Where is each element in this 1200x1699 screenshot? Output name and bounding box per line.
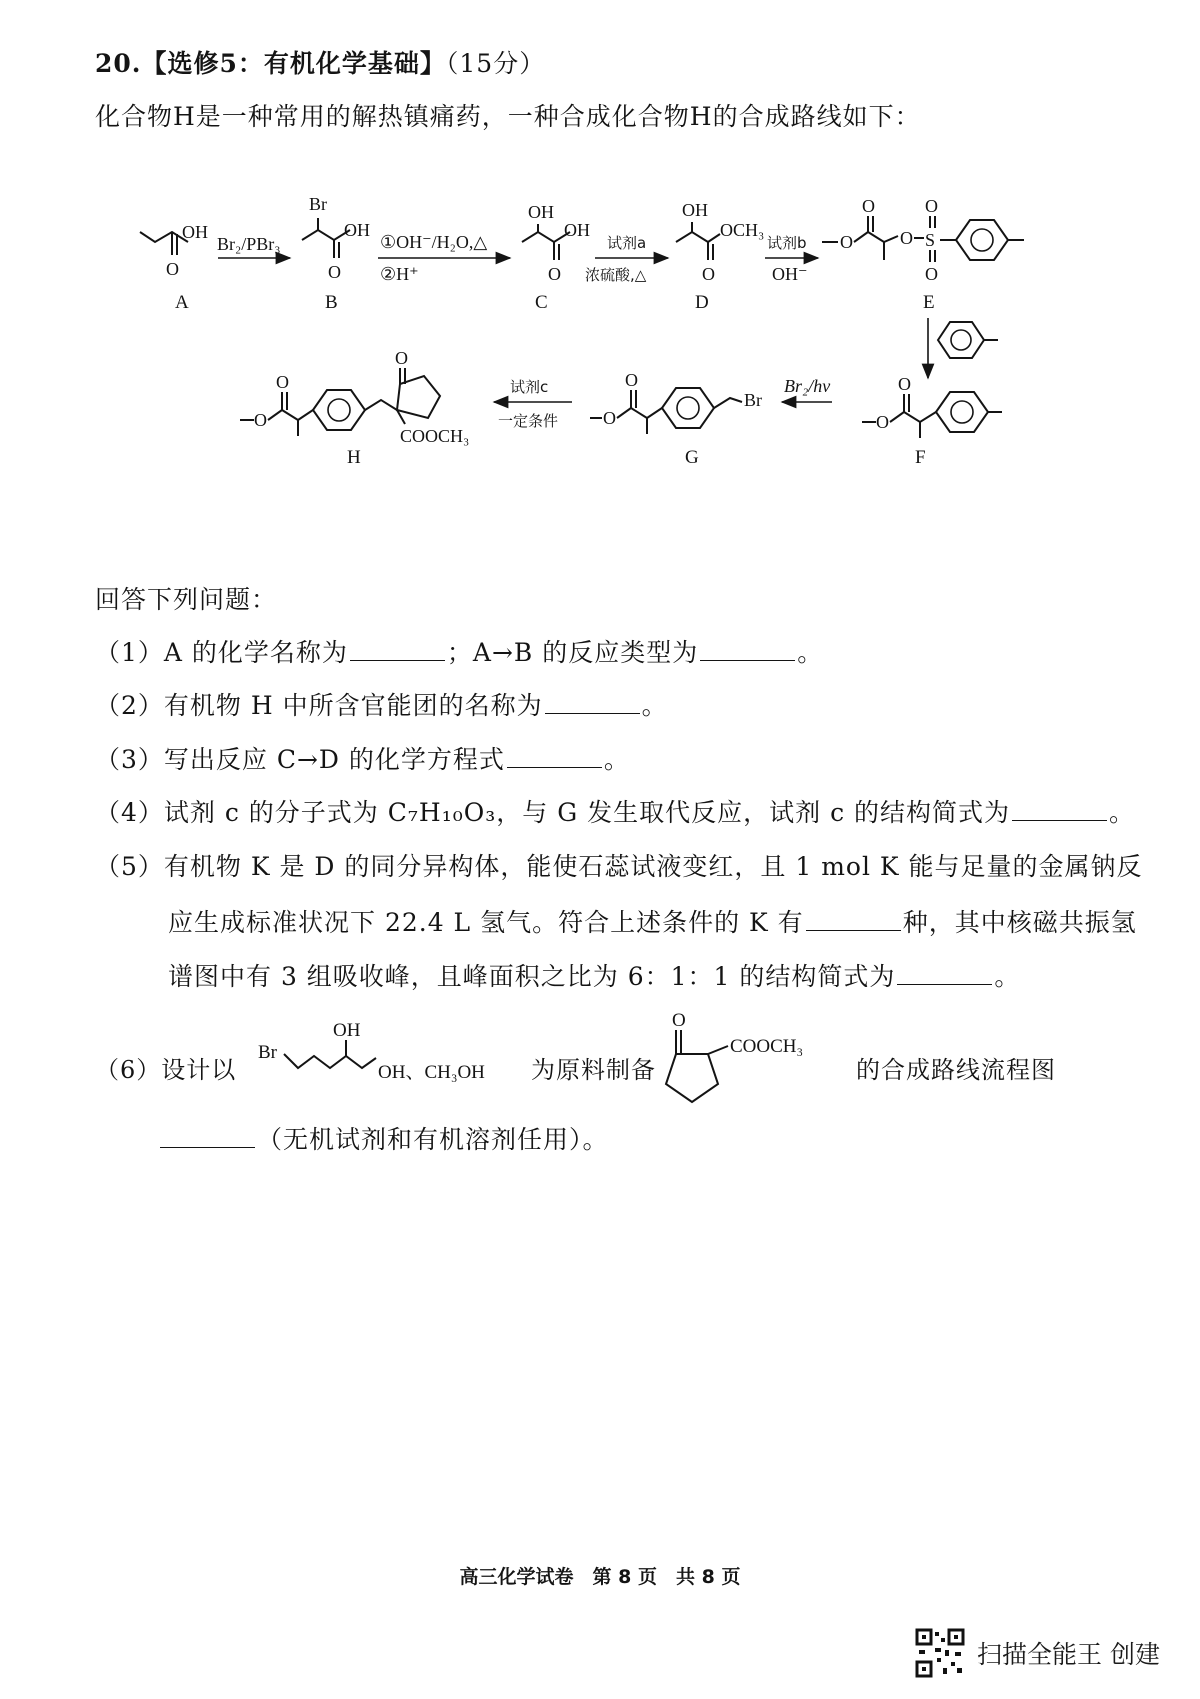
atom-Br: Br xyxy=(309,194,327,214)
page-footer: 高三化学试卷 第 8 页 共 8 页 xyxy=(459,1566,741,1588)
atom-O: O xyxy=(876,412,889,432)
atom-O: O xyxy=(702,264,715,284)
atom-OH: OH xyxy=(333,1020,361,1041)
compound-B xyxy=(302,194,370,313)
label-B: B xyxy=(325,292,338,313)
target-product xyxy=(666,1010,803,1102)
reagent-H-plus: ②H⁺ xyxy=(380,264,419,284)
atom-O: O xyxy=(862,196,875,216)
compound-F xyxy=(862,374,1002,468)
atom-O: O xyxy=(166,259,179,279)
atom-O: O xyxy=(603,408,616,428)
scanner-watermark xyxy=(915,1628,1160,1678)
watermark-text: 扫描全能王 创建 xyxy=(977,1640,1160,1669)
compound-G xyxy=(590,370,762,468)
question-heading xyxy=(95,44,545,80)
answer-blank[interactable] xyxy=(806,910,901,931)
reagent-Br2-hv: Br₂/hv xyxy=(784,376,831,396)
atom-O: O xyxy=(840,232,853,252)
question-intro: 化合物H是一种常用的解热镇痛药，一种合成化合物H的合成路线如下： xyxy=(95,102,921,131)
question-2: （2）有机物 H 中所含官能团的名称为 。 xyxy=(95,691,668,720)
atom-O: O xyxy=(328,262,341,282)
question-5-line-2: 应生成标准状况下 22.4 L 氢气。符合上述条件的 K 有 种，其中核磁共振氢 xyxy=(168,908,1137,937)
atom-O: O xyxy=(254,410,267,430)
compound-H xyxy=(240,348,469,468)
label-E: E xyxy=(923,292,935,313)
questions-lead: 回答下列问题： xyxy=(95,585,278,614)
answer-blank[interactable] xyxy=(507,747,602,768)
question-6-line-2: （无机试剂和有机溶剂任用）。 xyxy=(158,1120,609,1156)
atom-OCH3: OCH₃ xyxy=(720,220,765,240)
atom-COOCH3: COOCH₃ xyxy=(400,426,470,446)
atom-OH: OH xyxy=(528,202,554,222)
atom-Br: Br xyxy=(258,1042,277,1063)
atom-O: O xyxy=(395,348,408,368)
label-H: H xyxy=(347,447,361,468)
atom-S: S xyxy=(925,230,936,250)
label-D: D xyxy=(695,292,709,313)
answer-blank[interactable] xyxy=(545,693,640,714)
compound-D xyxy=(676,200,764,313)
atom-O: O xyxy=(672,1010,686,1031)
reagent-conditions: 一定条件 xyxy=(498,412,559,430)
question-score: （15分） xyxy=(445,49,546,78)
reagent-b: 试剂b xyxy=(767,234,807,252)
reagent-conc-sulfuric: 浓硫酸,△ xyxy=(585,266,647,284)
compound-C xyxy=(522,202,590,313)
answer-blank[interactable] xyxy=(160,1127,255,1148)
reagent-c: 试剂c xyxy=(510,378,549,396)
answer-blank[interactable] xyxy=(350,640,445,661)
reagent-hydroxide: OH⁻ xyxy=(772,264,808,284)
qr-code-icon xyxy=(915,1628,965,1678)
question-title: 【选修5：有机化学基础】 xyxy=(141,49,446,78)
answer-blank[interactable] xyxy=(897,964,992,985)
atom-OH: OH xyxy=(344,220,370,240)
synthesis-scheme xyxy=(0,180,1200,520)
label-A: A xyxy=(175,292,189,313)
label-G: G xyxy=(685,447,699,468)
atom-O: O xyxy=(625,370,638,390)
atom-O: O xyxy=(548,264,561,284)
compound-E xyxy=(822,196,1024,313)
atom-OH: OH xyxy=(564,220,590,240)
reagent-Br2-PBr3: Br₂/PBr₃ xyxy=(217,234,281,254)
compound-A xyxy=(140,222,208,313)
atom-COOCH3: COOCH₃ xyxy=(730,1036,804,1057)
q6-middle: 为原料制备 xyxy=(531,1056,656,1084)
answer-blank[interactable] xyxy=(700,640,795,661)
label-F: F xyxy=(915,447,926,468)
question-number: 20. xyxy=(95,49,142,78)
q6-reagents: OH、CH₃OH xyxy=(378,1062,485,1083)
atom-OH: OH xyxy=(682,200,708,220)
question-3: （3）写出反应 C→D 的化学方程式 。 xyxy=(95,745,630,774)
answer-blank[interactable] xyxy=(1012,800,1107,821)
reagent-OH-H2O: ①OH⁻/H₂O,△ xyxy=(380,232,488,252)
label-C: C xyxy=(535,292,548,313)
reagent-a: 试剂a xyxy=(607,234,647,252)
q6-lead: （6）设计以 xyxy=(95,1056,237,1084)
reagent-toluene xyxy=(938,322,998,358)
atom-O: O xyxy=(925,196,938,216)
question-1: （1）A 的化学名称为 ；A→B 的反应类型为 。 xyxy=(95,638,824,667)
starting-material xyxy=(258,1020,376,1068)
q6-tail: 的合成路线流程图 xyxy=(856,1056,1056,1084)
question-5-line-1: （5）有机物 K 是 D 的同分异构体，能使石蕊试液变红，且 1 mol K 能与足量的金属钠反 xyxy=(95,852,1143,881)
atom-O: O xyxy=(276,372,289,392)
question-4: （4）试剂 c 的分子式为 C₇H₁₀O₃，与 G 发生取代反应，试剂 c 的结构简式为 。 xyxy=(95,798,1136,827)
atom-OH: OH xyxy=(182,222,208,242)
atom-O: O xyxy=(925,264,938,284)
atom-O: O xyxy=(900,228,913,248)
question-5-line-3: 谱图中有 3 组吸收峰，且峰面积之比为 6：1：1 的结构简式为 。 xyxy=(168,962,1021,991)
atom-O: O xyxy=(898,374,911,394)
atom-Br: Br xyxy=(744,390,762,410)
